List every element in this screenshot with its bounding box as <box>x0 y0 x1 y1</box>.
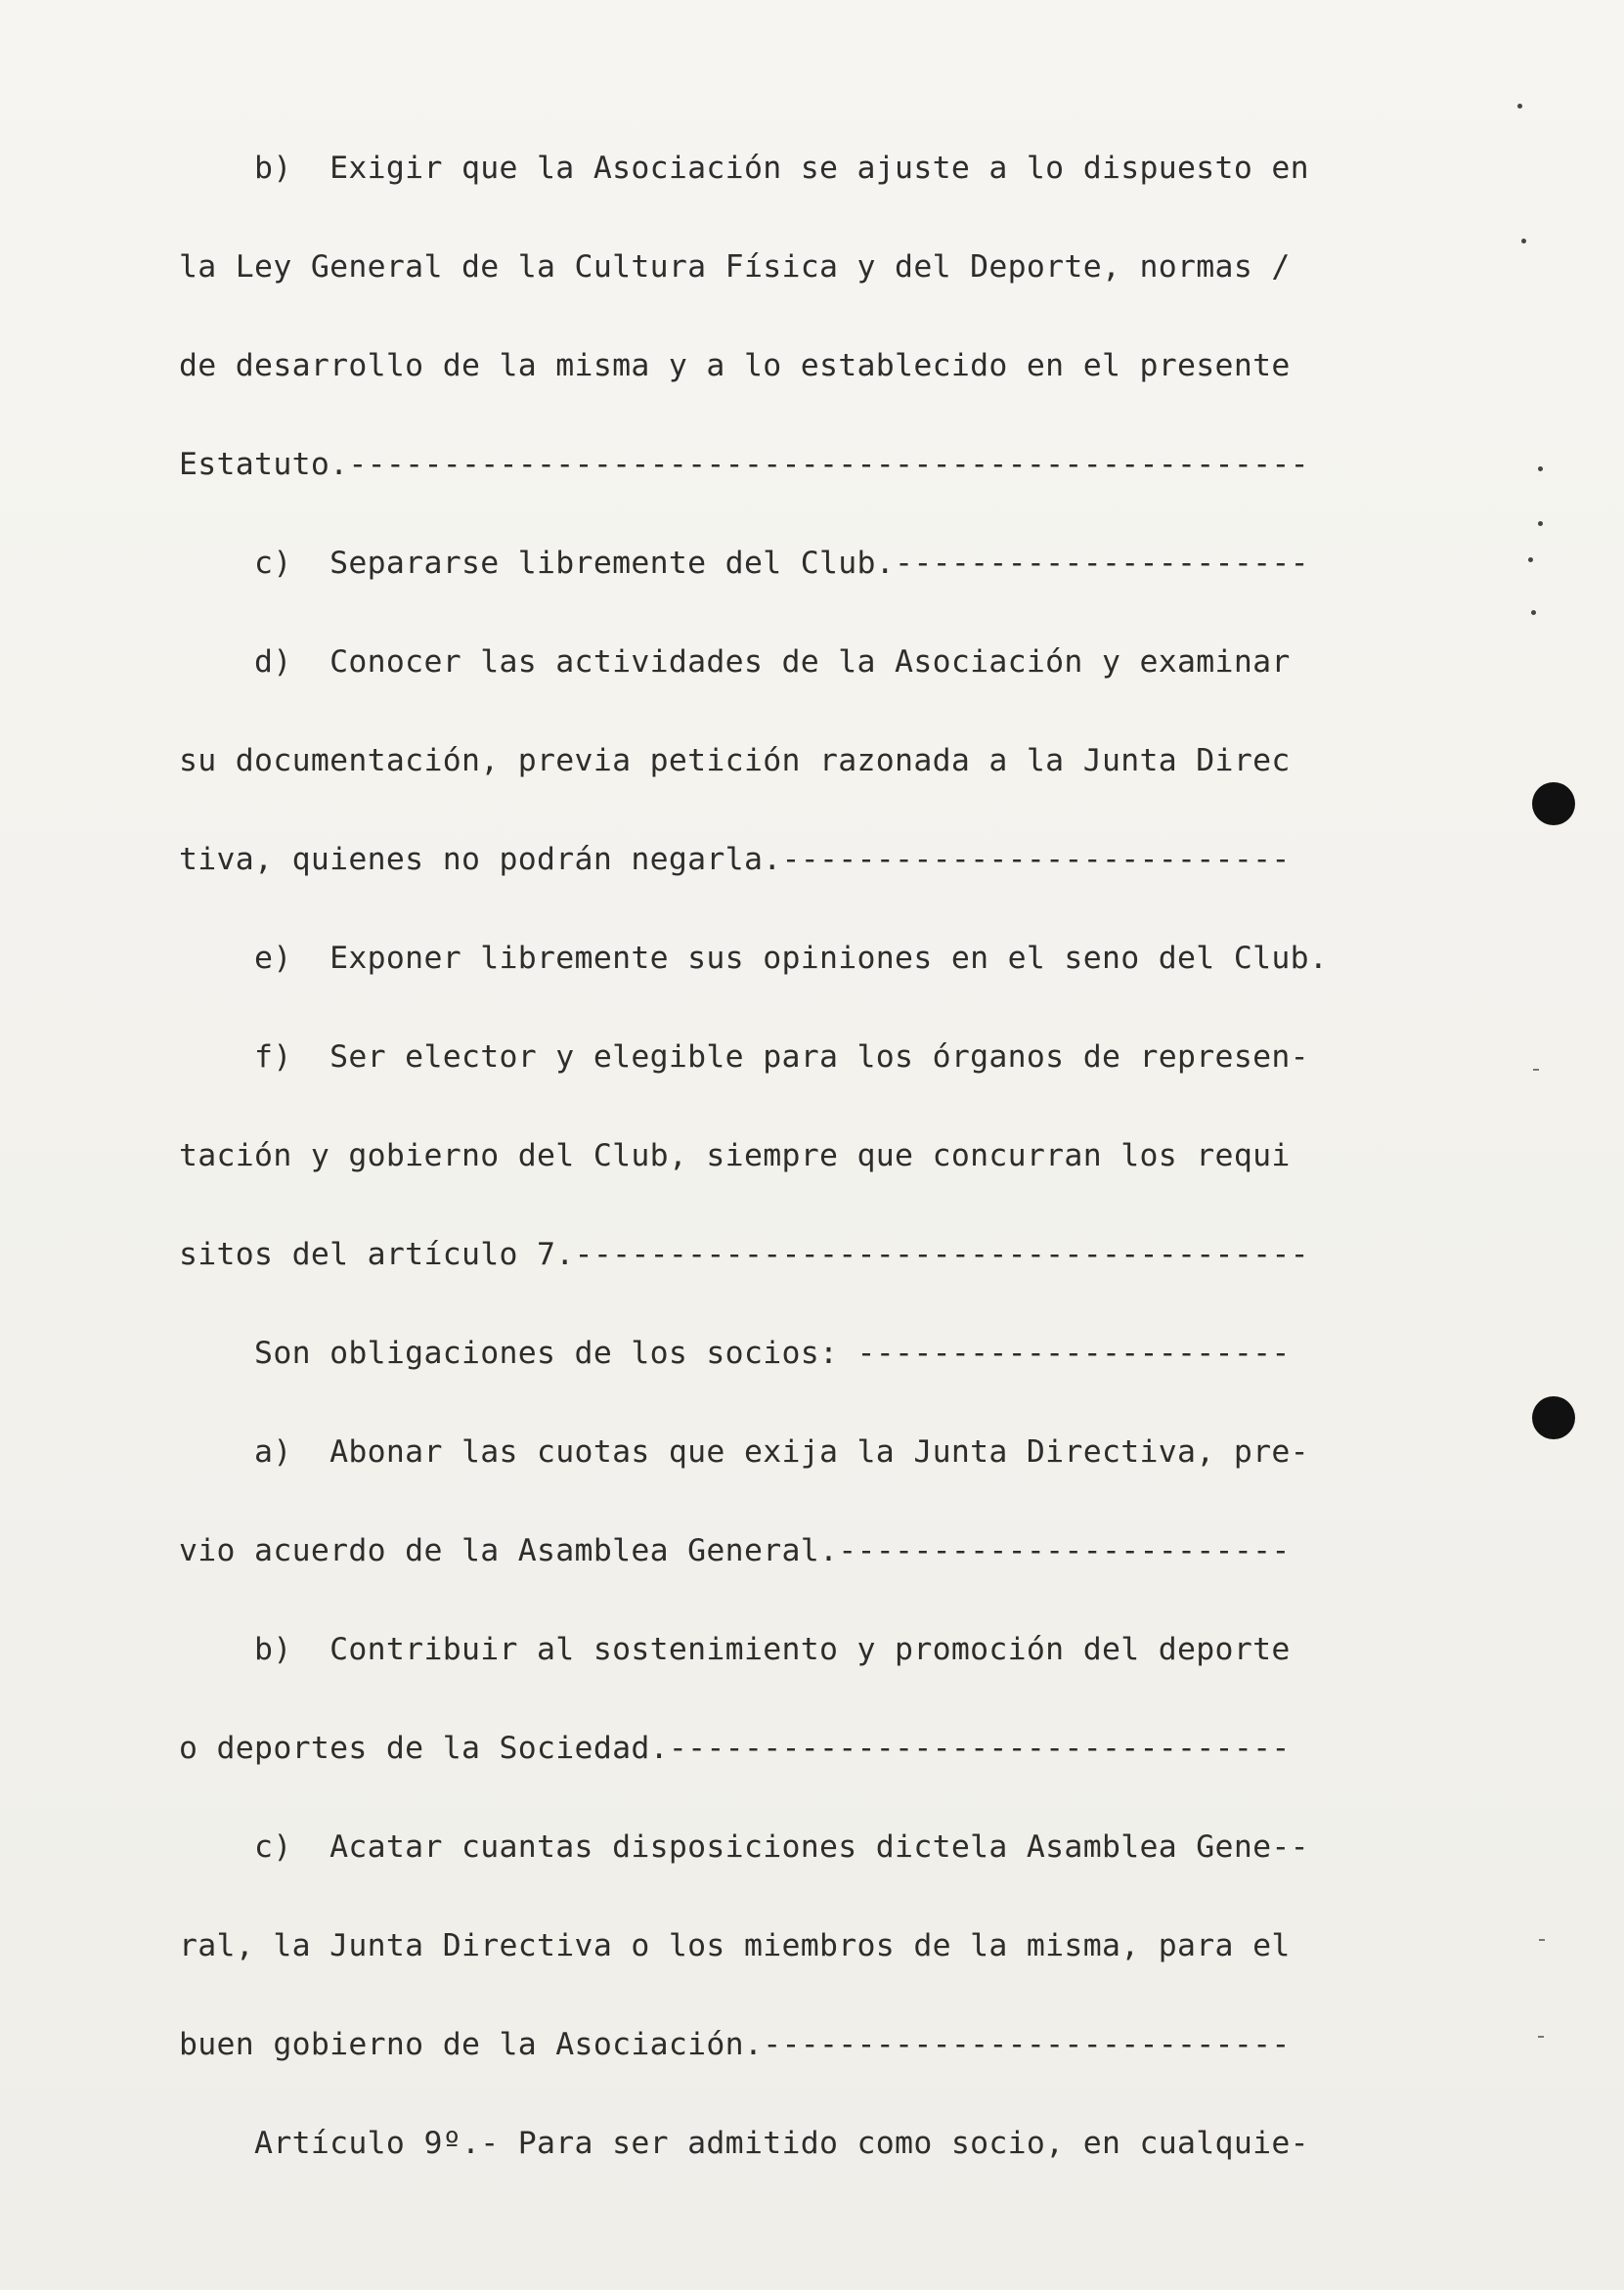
paper-mark <box>1539 1939 1545 1941</box>
paper-speck <box>1531 610 1536 615</box>
punch-hole <box>1532 782 1575 825</box>
text-line: b) Exigir que la Asociación se ajuste a lo dispuesto en <box>179 151 1309 186</box>
text-line: o deportes de la Sociedad.--------------------------------- <box>179 1731 1291 1766</box>
text-line: su documentación, previa petición razonada a la Junta Direc <box>179 743 1291 778</box>
paper-speck <box>1521 239 1526 243</box>
text-line: de desarrollo de la misma y a lo establecido en el presente <box>179 348 1291 383</box>
text-line: Artículo 9º.- Para ser admitido como socio, en cualquie- <box>179 2126 1309 2161</box>
paper-mark <box>1538 2036 1544 2038</box>
text-line: c) Acatar cuantas disposiciones dictela Asamblea Gene-- <box>179 1829 1309 1865</box>
paper-speck <box>1538 466 1543 471</box>
text-line: sitos del artículo 7.--------------------------------------- <box>179 1237 1309 1272</box>
text-line: buen gobierno de la Asociación.---------------------------- <box>179 2027 1291 2062</box>
text-line: d) Conocer las actividades de la Asociación y examinar <box>179 644 1291 680</box>
text-line: f) Ser elector y elegible para los órganos de represen- <box>179 1039 1309 1075</box>
paper-mark <box>1533 1069 1539 1071</box>
text-line: e) Exponer libremente sus opiniones en el seno del Club. <box>179 941 1329 976</box>
punch-hole <box>1532 1396 1575 1439</box>
text-line: b) Contribuir al sostenimiento y promoción del deporte <box>179 1632 1291 1667</box>
text-line: vio acuerdo de la Asamblea General.------------------------ <box>179 1533 1291 1568</box>
text-line: a) Abonar las cuotas que exija la Junta Directiva, pre- <box>179 1434 1309 1470</box>
text-line: ral, la Junta Directiva o los miembros de la misma, para el <box>179 1928 1291 1963</box>
paper-speck <box>1517 104 1522 109</box>
text-line: Son obligaciones de los socios: ----------------------- <box>179 1336 1291 1371</box>
text-line: Estatuto.--------------------------------------------------- <box>179 447 1309 482</box>
paper-speck <box>1538 521 1543 526</box>
text-line: c) Separarse libremente del Club.---------------------- <box>179 546 1309 581</box>
paper-speck <box>1528 557 1533 562</box>
text-line: tación y gobierno del Club, siempre que concurran los requi <box>179 1138 1291 1173</box>
text-line: la Ley General de la Cultura Física y del Deporte, normas / <box>179 249 1291 285</box>
text-line: tiva, quienes no podrán negarla.--------------------------- <box>179 842 1291 877</box>
